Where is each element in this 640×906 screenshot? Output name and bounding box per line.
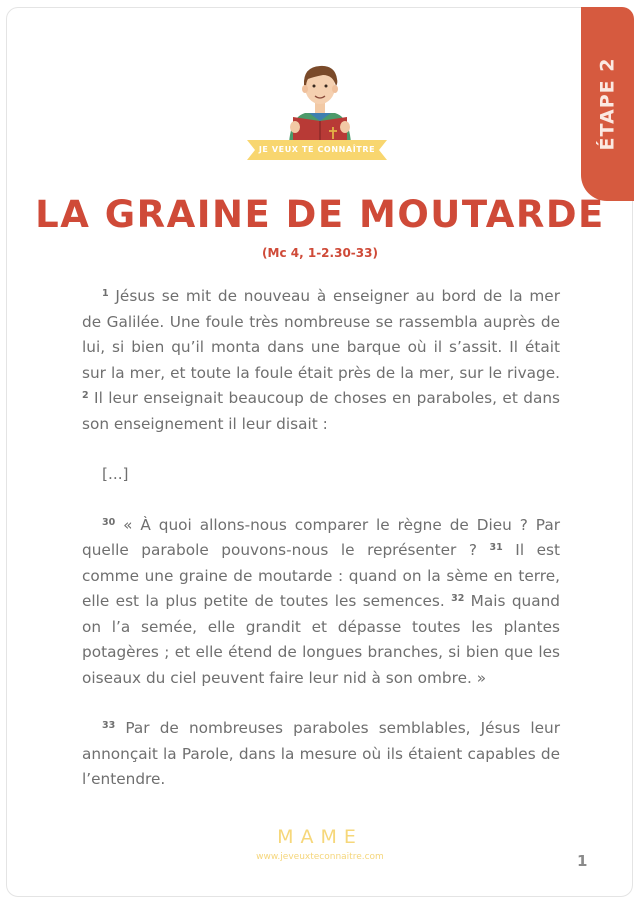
step-label: ÉTAPE 2 [596,57,619,151]
verse-text: « À quoi allons-nous comparer le règne de Dieu ? Par quelle parabole pouvons-nous le représenter ? [82,515,560,559]
paragraph [82,284,560,437]
website-link[interactable]: www.jeveuxteconnaitre.com [256,852,384,862]
ellipsis-paragraph [82,462,560,488]
omission-marker: [...] [102,465,129,483]
paragraph [82,513,560,692]
verse-number: 33 [102,720,116,731]
verse-text: Par de nombreuses paraboles semblables, Jésus leur annonçait la Parole, dans la mesure où ils étaient capables de l’entendre. [82,719,560,788]
scripture-reference: (Mc 4, 1-2.30-33) [262,246,378,260]
page-number: 1 [577,852,588,870]
verse-number: 31 [489,542,503,553]
verse-text: Jésus se mit de nouveau à enseigner au bord de la mer de Galilée. Une foule très nombreuse se rassembla auprès de lui, si bien qu’il monta dans une barque où il s’assit. Il était sur la mer, et toute la foule était près de la mer, sur le rivage. [82,287,560,382]
verse-number: 2 [82,390,89,401]
banner-text: JE VEUX TE CONNAÎTRE [258,145,376,154]
paragraph [82,716,560,793]
publisher-logo: MAME [277,826,363,848]
verse-text: Il leur enseignait beaucoup de choses en paraboles, et dans son enseignement il leur disait : [82,389,560,433]
verse-text: Mais quand on l’a semée, elle grandit et dépasse toutes les plantes potagères ; et elle étend de longues branches, si bien que les oiseaux du ciel peuvent faire leur nid à son ombre. » [82,592,560,687]
step-tab [581,7,634,201]
scripture-text [82,284,560,818]
header-banner [247,140,387,160]
verse-number: 30 [102,516,116,528]
verse-text: Il est comme une graine de moutarde : quand on la sème en terre, elle est la plus petite de toutes les semences. [82,541,560,610]
verse-number: 32 [451,593,465,604]
boy-reading-bible-illustration [275,55,365,145]
page-title: LA GRAINE DE MOUTARDE [35,193,605,236]
verse-number: 1 [102,288,109,299]
